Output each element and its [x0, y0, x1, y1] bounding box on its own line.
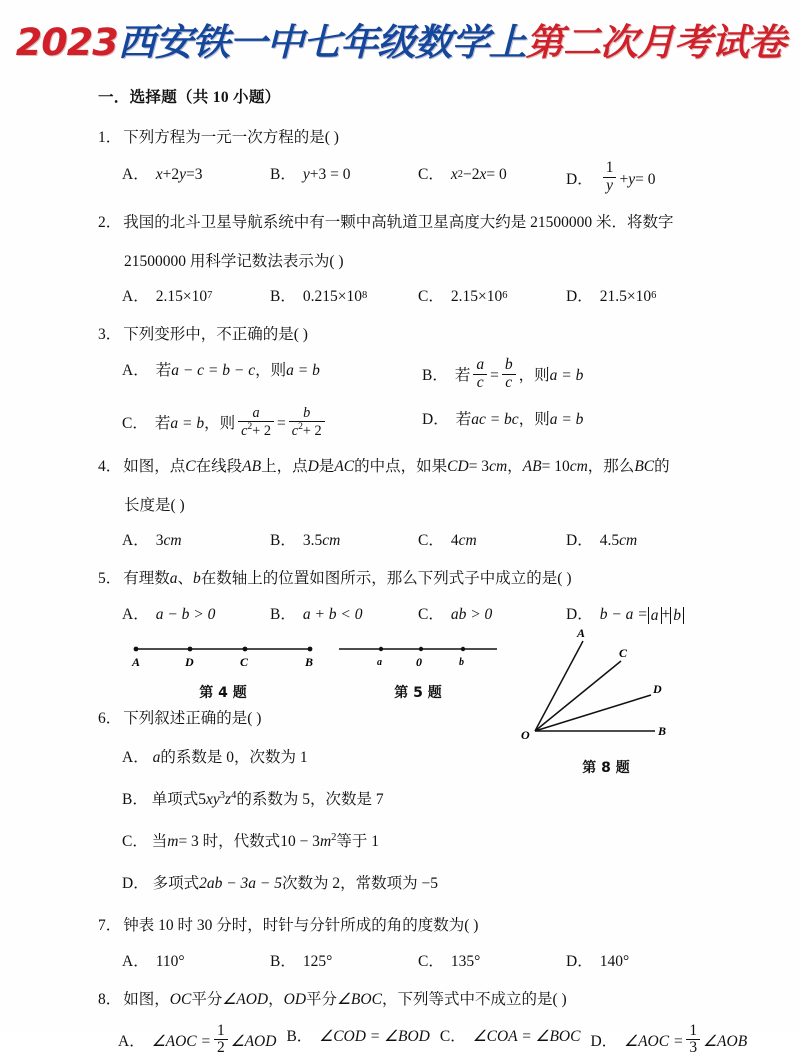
- question-1: [98, 124, 748, 197]
- question-8-number: 8．: [98, 991, 122, 1009]
- q8-t2: 平分: [191, 991, 223, 1009]
- question-4-stem-line2: 长度是( ): [124, 496, 185, 514]
- option-d-expr-plus: +: [619, 170, 629, 188]
- option-c-fraction-left-numerator: a: [238, 406, 274, 422]
- figure-5-label-zero: 0: [416, 655, 422, 670]
- option-d-abs-b: b: [670, 607, 684, 624]
- question-4: [98, 453, 748, 552]
- option-c-value: 135°: [450, 953, 481, 971]
- option-a[interactable]: [122, 529, 270, 553]
- option-a-label: A．: [122, 165, 149, 183]
- option-a-label: A．: [122, 748, 149, 766]
- question-1-stem: 下列方程为一元一次方程的是( ): [123, 129, 339, 147]
- option-a-fraction-denominator: 2: [216, 1039, 225, 1057]
- figure-5-label-a: a: [377, 657, 382, 669]
- option-d-unit: cm: [619, 531, 638, 549]
- q4-seg-ab: AB: [242, 458, 262, 476]
- question-8-options: [98, 1021, 748, 1059]
- q4-seg-ab2: AB: [522, 458, 542, 476]
- option-a-value: 3: [155, 531, 164, 549]
- option-c-expr-m: m: [319, 832, 332, 850]
- option-a-unit: cm: [163, 531, 182, 549]
- option-b-value: 125°: [302, 953, 333, 971]
- q4-seg-ac: AC: [334, 458, 355, 476]
- option-b-fraction-left: [473, 357, 487, 391]
- q8-t1: 如图，: [123, 991, 170, 1009]
- title-year: 2023: [15, 21, 118, 64]
- question-5: [98, 565, 748, 628]
- option-b-label: B．: [286, 1027, 313, 1045]
- option-c-ze: ，则: [204, 415, 236, 433]
- option-c-den-exp: 2: [247, 420, 253, 432]
- option-a-expr-x: x: [155, 165, 163, 183]
- option-a-expr-plus: +2: [162, 165, 180, 183]
- option-b-label: B．: [122, 790, 148, 808]
- q4-seg-cd: CD: [447, 458, 469, 476]
- option-b-fraction-right-numerator: b: [502, 357, 516, 375]
- title-school-subject: 西安铁一中七年级数学上: [117, 21, 526, 64]
- question-3-text: [98, 321, 748, 350]
- option-a-expr: a − b > 0: [155, 606, 216, 624]
- option-c[interactable]: [122, 828, 528, 856]
- option-b[interactable]: [270, 603, 418, 627]
- question-4-options: [98, 529, 748, 553]
- figure-5-number-line: [333, 639, 503, 673]
- option-d-expr: 2ab − 3a − 5: [199, 874, 283, 892]
- option-c[interactable]: [122, 404, 422, 442]
- q8-ray-od: OD: [283, 991, 307, 1009]
- q4-cd-unit: cm: [489, 458, 508, 476]
- option-c[interactable]: [418, 163, 566, 187]
- option-d-fraction-numerator: 1: [603, 160, 617, 178]
- option-d-abs-a: a: [648, 607, 662, 624]
- option-b-ze: ，则: [518, 367, 550, 385]
- option-d-ze: ，则: [518, 410, 550, 428]
- option-d-value: 4.5: [599, 531, 620, 549]
- option-c-label: C．: [418, 606, 444, 624]
- option-b[interactable]: [270, 285, 418, 309]
- option-d[interactable]: [590, 1021, 748, 1059]
- q4-point-d: D: [307, 458, 319, 476]
- option-c-expr-exponent: 2: [457, 168, 463, 180]
- option-c-equals: =: [277, 415, 286, 433]
- option-b[interactable]: [270, 529, 418, 553]
- option-c-unit: cm: [458, 531, 477, 549]
- figure-5-label-b: b: [459, 657, 464, 669]
- option-c-fraction-left: [238, 406, 274, 440]
- option-d[interactable]: [422, 408, 722, 432]
- question-7-number: 7．: [98, 916, 122, 934]
- q8-angle-boc: ∠BOC: [337, 991, 382, 1009]
- option-c-den2-c: c: [291, 422, 299, 439]
- option-c-m: m: [167, 832, 179, 850]
- option-b-x: x: [205, 790, 213, 808]
- option-b-z-exponent: 4: [231, 789, 237, 801]
- option-b-coefficient: 5: [198, 790, 206, 808]
- q4-ab-unit: cm: [569, 458, 588, 476]
- option-c-label: C．: [122, 832, 148, 850]
- option-b-label: B．: [270, 287, 296, 305]
- option-c-label: C．: [418, 531, 444, 549]
- option-d-fraction-numerator: 1: [686, 1023, 700, 1041]
- question-3-number: 3．: [98, 325, 122, 343]
- option-d-expr-eq: = 0: [635, 170, 656, 188]
- option-b-prefix: 单项式: [151, 790, 199, 808]
- option-c-eq-text: = 3 时，代数式: [178, 832, 281, 850]
- question-8-text: [98, 986, 748, 1015]
- option-c-expr: ∠COA = ∠BOC: [472, 1027, 581, 1045]
- q8-t5: ，下列等式中不成立的是( ): [381, 991, 567, 1009]
- question-3-options-row2: [98, 404, 748, 442]
- question-7: [98, 912, 748, 975]
- figure-8-caption: 第 8 题: [582, 760, 630, 777]
- option-b-label: B．: [270, 606, 296, 624]
- option-d-label: D．: [590, 1033, 618, 1051]
- option-d-result: a = b: [549, 410, 584, 428]
- q8-ray-oc: OC: [169, 991, 192, 1009]
- option-c-expr-exponent: 2: [331, 831, 337, 843]
- option-d-plus: +: [661, 606, 671, 624]
- option-c-expr-rest: −2: [463, 165, 480, 183]
- question-2-stem-line1: 我国的北斗卫星导航系统中有一颗中高轨道卫星高度大约是 21500000 米．将数字: [123, 214, 674, 232]
- option-d[interactable]: [566, 529, 714, 553]
- figure-question-4: [128, 639, 318, 705]
- question-5-number: 5．: [98, 569, 122, 587]
- option-a-label: A．: [122, 953, 149, 971]
- q4-t3: 上，点: [261, 458, 308, 476]
- option-d-lhs: b − a =: [599, 606, 648, 624]
- question-6-number: 6．: [98, 710, 122, 728]
- option-b-result: a = b: [549, 367, 584, 385]
- option-d-condition: ac = bc: [471, 410, 519, 428]
- option-c[interactable]: [418, 950, 566, 974]
- option-c-den2-rest: + 2: [302, 422, 322, 439]
- option-a-result: a = b: [286, 362, 320, 380]
- question-1-options: [98, 159, 748, 197]
- option-b-exponent: 8: [361, 290, 368, 302]
- question-6-text: [98, 705, 528, 734]
- q4-seg-bc: BC: [634, 458, 655, 476]
- q8-t3: ，: [268, 991, 284, 1009]
- q4-t6: ，: [507, 458, 523, 476]
- option-c-condition: a = b: [170, 415, 205, 433]
- question-2-text: [98, 209, 748, 238]
- option-a[interactable]: [122, 744, 528, 772]
- option-b-expr-y: y: [302, 165, 310, 183]
- question-6-options: [98, 744, 528, 898]
- q8-angle-aod: ∠AOD: [222, 991, 269, 1009]
- question-6: [98, 705, 528, 897]
- figure-4-label-a: A: [132, 655, 141, 670]
- option-c-label: C．: [439, 1027, 466, 1045]
- option-c-ruo: 若: [154, 415, 171, 433]
- option-c[interactable]: [440, 1025, 581, 1049]
- option-c-label: C．: [418, 165, 444, 183]
- option-d-fraction-denominator: 3: [689, 1039, 698, 1057]
- option-d[interactable]: [122, 870, 528, 898]
- option-a[interactable]: [122, 359, 422, 383]
- option-b-unit: cm: [322, 531, 341, 549]
- figure-question-8: [513, 623, 693, 780]
- question-1-number: 1．: [98, 129, 122, 147]
- question-7-stem: 钟表 10 时 30 分时，时针与分针所成的角的度数为( ): [123, 916, 479, 934]
- option-c-fraction-right: [289, 406, 325, 440]
- question-7-text: [98, 912, 748, 941]
- option-c-fraction-right-denominator: [289, 422, 325, 439]
- question-5-text: [98, 565, 748, 594]
- option-d-label: D．: [566, 287, 593, 305]
- option-a[interactable]: [122, 950, 270, 974]
- paper-title: [0, 0, 800, 66]
- option-b-fraction-right: [502, 357, 516, 391]
- question-8: [98, 986, 748, 1059]
- question-2-number: 2．: [98, 214, 122, 232]
- q4-cd-val: = 3: [468, 458, 490, 476]
- option-a-condition: a − c = b − c: [171, 362, 256, 380]
- question-2-options: [98, 285, 748, 309]
- option-b-label: B．: [422, 367, 448, 385]
- option-d-lhs: ∠AOC =: [624, 1033, 684, 1051]
- figure-4-caption: 第 4 题: [199, 685, 247, 702]
- option-d-label: D．: [566, 531, 593, 549]
- option-a-var: a: [152, 748, 161, 766]
- option-d-ruo: 若: [455, 410, 472, 428]
- figure-5-caption: 第 5 题: [394, 685, 442, 702]
- option-c[interactable]: [418, 529, 566, 553]
- option-b-y: y: [212, 790, 220, 808]
- option-d-exponent: 6: [651, 290, 657, 302]
- option-b[interactable]: [270, 163, 418, 187]
- option-d-label: D．: [122, 874, 149, 892]
- question-4-text: [98, 453, 748, 482]
- option-a-expr-eq: =3: [185, 165, 203, 183]
- option-d-expr-y: y: [628, 170, 636, 188]
- option-a-expr-y: y: [179, 165, 186, 183]
- option-a-lhs: ∠AOC =: [151, 1033, 211, 1051]
- option-d-label: D．: [566, 170, 593, 188]
- q8-t4: 平分: [306, 991, 338, 1009]
- q5-var-a: a: [169, 569, 178, 587]
- option-b-fraction-left-numerator: a: [473, 357, 487, 375]
- option-b[interactable]: [270, 950, 418, 974]
- option-b[interactable]: [122, 786, 528, 814]
- option-d[interactable]: [566, 285, 714, 309]
- option-b-text: 的系数为 5，次数是 7: [236, 790, 384, 808]
- option-b-expr-rest: +3 = 0: [309, 165, 351, 183]
- figure-8-label-a: A: [577, 626, 586, 641]
- option-c-value: 4: [450, 531, 459, 549]
- question-4-number: 4．: [98, 458, 122, 476]
- option-b-equals: =: [490, 367, 499, 385]
- figure-8-label-c: C: [619, 646, 628, 661]
- title-exam-name: 第二次月考试卷: [525, 21, 785, 64]
- question-3-stem: 下列变形中，不正确的是( ): [123, 325, 308, 343]
- option-c-label: C．: [122, 415, 148, 433]
- option-c[interactable]: [418, 285, 566, 309]
- option-a-fraction: [214, 1023, 228, 1057]
- q4-t2: 在线段: [195, 458, 243, 476]
- option-a[interactable]: [122, 285, 270, 309]
- option-d-label: D．: [566, 606, 593, 624]
- option-d-prefix: 多项式: [152, 874, 200, 892]
- figure-8-angle-diagram: [513, 623, 693, 748]
- option-d-fraction-denominator: y: [606, 177, 614, 195]
- q5-t2: 、: [177, 569, 194, 587]
- option-a-ruo: 若: [155, 362, 172, 380]
- option-b-label: B．: [270, 165, 296, 183]
- option-c-expr-x2: x: [479, 165, 487, 183]
- option-c-den-c: c: [241, 422, 248, 439]
- option-c-expr-x: x: [450, 165, 458, 183]
- figure-8-label-o: O: [521, 728, 530, 743]
- option-c-den-rest: + 2: [252, 422, 271, 439]
- option-c-expr: ab > 0: [450, 606, 493, 624]
- option-c-prefix: 当: [151, 832, 168, 850]
- option-d-label: D．: [566, 953, 593, 971]
- figure-8-label-d: D: [653, 682, 662, 697]
- option-c-label: C．: [418, 287, 444, 305]
- option-a-ze: ，则: [255, 362, 287, 380]
- option-d-mantissa: 21.5×10: [599, 287, 652, 305]
- option-b-expr: ∠COD = ∠BOD: [319, 1027, 430, 1045]
- question-2: [98, 209, 748, 308]
- question-3: [98, 321, 748, 442]
- option-d-fraction: [603, 160, 617, 194]
- option-a-label: A．: [122, 287, 149, 305]
- q4-point-c: C: [185, 458, 196, 476]
- option-b-y-exponent: 3: [219, 789, 226, 801]
- option-a-label: A．: [122, 531, 149, 549]
- option-a[interactable]: [122, 603, 270, 627]
- option-a-mantissa: 2.15×10: [155, 287, 208, 305]
- option-c-fraction-right-numerator: b: [289, 406, 325, 422]
- option-c-text: 等于 1: [336, 832, 380, 850]
- figure-question-5: [333, 639, 503, 705]
- option-d-rhs: ∠AOB: [703, 1033, 748, 1051]
- option-b-z: z: [225, 790, 232, 808]
- option-b-expr: a + b < 0: [302, 606, 363, 624]
- q5-t1: 有理数: [123, 569, 170, 587]
- option-c-den2-exp: 2: [298, 420, 303, 432]
- option-a-text: 的系数是 0，次数为 1: [160, 748, 308, 766]
- option-c-expr: 10 − 3: [280, 832, 320, 850]
- option-b[interactable]: [422, 355, 722, 393]
- q5-var-b: b: [193, 569, 201, 587]
- q4-t7: ，那么: [587, 458, 635, 476]
- option-c-exponent: 6: [502, 290, 508, 302]
- option-d[interactable]: [566, 159, 714, 197]
- option-d-text: 次数为 2，常数项为 −5: [282, 874, 439, 892]
- option-b-fraction-left-denominator: c: [476, 373, 484, 391]
- option-d-fraction: [686, 1023, 700, 1057]
- q5-t3: 在数轴上的位置如图所示，那么下列式子中成立的是( ): [200, 569, 572, 587]
- option-d-label: D．: [422, 410, 449, 428]
- option-a-rhs: ∠AOD: [230, 1033, 277, 1051]
- option-d[interactable]: [566, 950, 714, 974]
- option-d-value: 140°: [599, 953, 630, 971]
- question-6-stem: 下列叙述正确的是( ): [123, 710, 262, 728]
- option-a-exponent: 7: [207, 290, 213, 302]
- question-3-options-row1: [98, 355, 748, 393]
- figure-8-label-b: B: [658, 724, 667, 739]
- option-a-fraction-numerator: 1: [214, 1023, 228, 1041]
- option-a[interactable]: [118, 1021, 277, 1059]
- option-c-mantissa: 2.15×10: [450, 287, 503, 305]
- option-a-label: A．: [122, 362, 149, 380]
- option-b-label: B．: [270, 531, 296, 549]
- option-a[interactable]: [122, 163, 270, 187]
- option-c-fraction-left-denominator: [238, 422, 274, 439]
- q4-ab-val: = 10: [541, 458, 570, 476]
- option-a-label: A．: [122, 606, 149, 624]
- question-1-text: [98, 124, 748, 153]
- figure-4-label-b: B: [305, 655, 314, 670]
- q4-t8: 的: [654, 458, 670, 476]
- option-c-expr-eq: = 0: [486, 165, 507, 183]
- question-7-options: [98, 950, 748, 974]
- option-b-fraction-right-denominator: c: [505, 373, 513, 391]
- option-b-mantissa: 0.215×10: [302, 287, 362, 305]
- q4-t5: 的中点，如果: [354, 458, 448, 476]
- q4-t1: 如图，点: [123, 458, 186, 476]
- figure-4-label-c: C: [240, 655, 249, 670]
- q4-t4: 是: [318, 458, 335, 476]
- figure-4-label-d: D: [185, 655, 194, 670]
- figure-4-segment-diagram: [128, 639, 318, 673]
- option-a-value: 110°: [155, 953, 185, 971]
- option-b-ruo: 若: [454, 367, 471, 385]
- option-b-label: B．: [270, 953, 296, 971]
- section-heading: 一．选择题（共 10 小题）: [98, 89, 281, 106]
- paper-content: [0, 66, 800, 1059]
- option-b-value: 3.5: [302, 531, 323, 549]
- option-b[interactable]: [286, 1025, 429, 1049]
- question-2-stem-line2: 21500000 用科学记数法表示为( ): [124, 252, 344, 270]
- option-c-label: C．: [418, 953, 444, 971]
- option-a-label: A．: [118, 1033, 145, 1051]
